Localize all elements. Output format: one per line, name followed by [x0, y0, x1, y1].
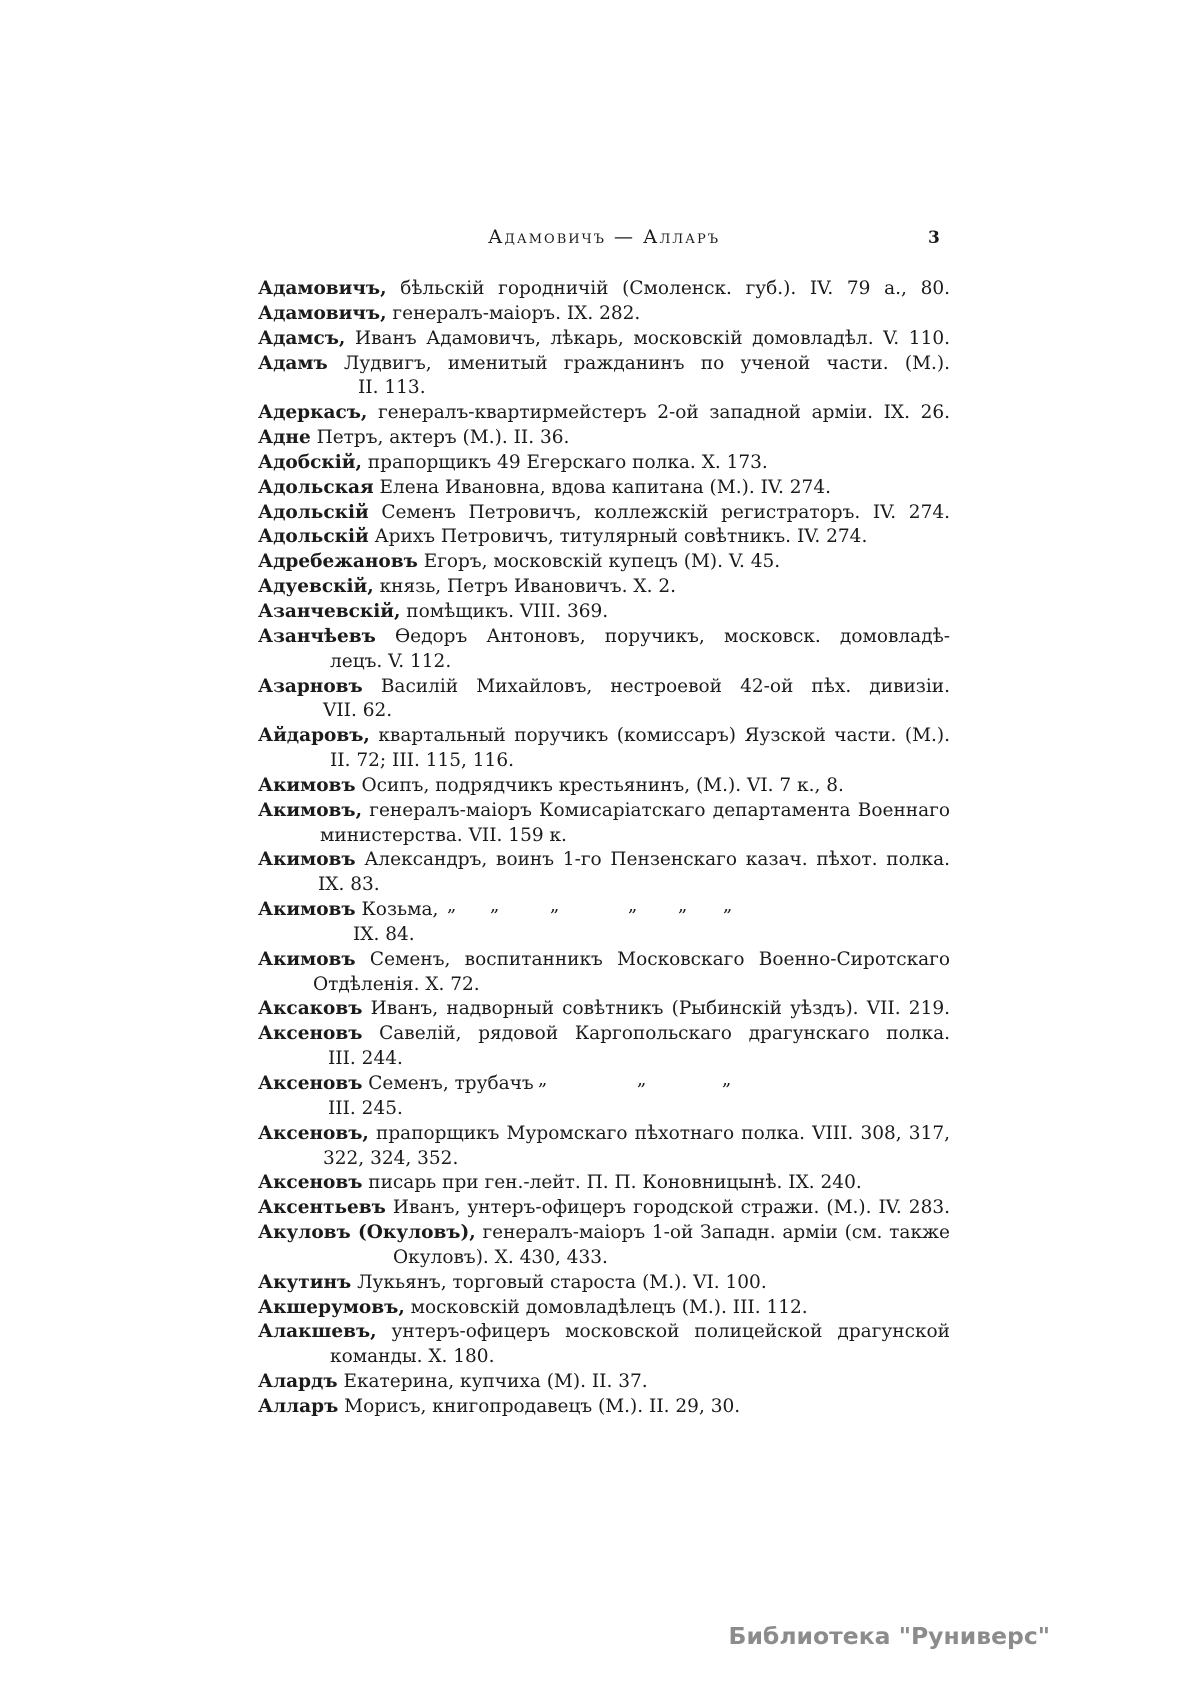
- entry-text: министерства. VII. 159 к.: [320, 824, 567, 846]
- index-entry-line: [258, 824, 950, 849]
- index-entry-line: [258, 650, 950, 675]
- ditto-mark: „: [538, 1069, 548, 1090]
- index-entry-line: [258, 799, 950, 824]
- entry-headword: Азанчѣевъ: [258, 625, 376, 647]
- entry-text: Елена Ивановна, вдова капитана (М.). IV. 274.: [373, 476, 831, 498]
- entry-headword: Алларъ: [258, 1395, 339, 1417]
- entry-text: генералъ-маіоръ 1-ой Западн. арміи (см. также: [475, 1222, 950, 1244]
- entry-headword: Адамовичъ,: [258, 302, 387, 324]
- index-entry-line: [258, 895, 950, 923]
- entry-headword: Аксеновъ: [258, 1023, 363, 1045]
- entry-text: писарь при ген.-лейт. П. П. Коновницынѣ. IX. 240.: [362, 1172, 862, 1194]
- entry-text: московскій домовладѣлецъ (М.). III. 112.: [404, 1296, 808, 1318]
- index-entry-line: [258, 401, 950, 426]
- entry-text: Александръ, воинъ 1-го Пензенскаго казач. пѣхот. полка.: [355, 849, 950, 871]
- entry-headword: Аксеновъ,: [258, 1122, 369, 1144]
- entry-text: Осипъ, подрядчикъ крестьянинъ, (М.). VI. 7 к., 8.: [355, 774, 844, 796]
- index-entry-line: [258, 1370, 950, 1395]
- ditto-mark: „: [490, 895, 500, 917]
- entry-text: 322, 324, 352.: [323, 1147, 459, 1169]
- index-entry-line: [258, 1395, 950, 1420]
- entry-headword: Адамъ: [258, 352, 328, 374]
- entry-text: IX. 83.: [318, 874, 380, 896]
- entry-headword: Адеркасъ,: [258, 402, 368, 424]
- entry-text: лецъ. V. 112.: [330, 650, 452, 672]
- entry-headword: Адребежановъ: [258, 551, 418, 573]
- index-entry-line: [258, 1147, 950, 1172]
- entry-text: Лукьянъ, торговый староста (М.). VI. 100.: [351, 1271, 767, 1293]
- ditto-mark: „: [723, 895, 733, 917]
- entry-headword: Акимовъ: [258, 774, 356, 796]
- index-entry-line: [258, 327, 950, 352]
- index-entry-line: [258, 426, 950, 451]
- entry-text: бѣльскій городничій (Смоленск. губ.). IV. 79 а., 80.: [386, 278, 950, 299]
- entry-text: прапорщикъ 49 Егерскаго полка. X. 173.: [361, 451, 768, 473]
- index-entry-line: [258, 302, 950, 327]
- index-entry-line: [258, 873, 950, 898]
- index-entry-line: [258, 724, 950, 749]
- index-entry-line: [258, 1047, 950, 1072]
- index-entry-line: [258, 1345, 950, 1370]
- entry-text: генералъ-маіоръ Комисаріатскаго департамента Военнаго: [362, 799, 950, 821]
- entry-headword: Адольскій: [258, 526, 369, 548]
- index-entry-line: [258, 1171, 950, 1196]
- entry-headword: Айдаровъ,: [258, 725, 370, 747]
- entry-headword: Акимовъ: [258, 849, 356, 871]
- entry-headword: Аксаковъ: [258, 998, 363, 1020]
- entry-text: Семенъ Петровичъ, коллежскій регистраторъ. IV. 274.: [368, 501, 950, 523]
- entry-headword: Акимовъ,: [258, 799, 363, 821]
- index-entry-line: [258, 675, 950, 700]
- entry-text: VII. 62.: [323, 700, 393, 722]
- index-entry-line: [258, 1221, 950, 1246]
- ditto-mark: „: [678, 895, 688, 917]
- entry-text: Петръ, актеръ (М.). II. 36.: [310, 427, 570, 449]
- entry-headword: Акимовъ: [258, 948, 356, 970]
- index-entry-line: [258, 1246, 950, 1271]
- index-entry-line: [258, 451, 950, 476]
- entry-text: квартальный поручикъ (комиссаръ) Яузской части. (М.).: [369, 725, 950, 747]
- index-entry-line: [258, 699, 950, 724]
- ditto-mark: „: [722, 1069, 732, 1090]
- entry-text: Иванъ, надворный совѣтникъ (Рыбинскій уѣздъ). VII. 219.: [362, 998, 950, 1020]
- entry-text: команды. X. 180.: [330, 1346, 495, 1368]
- entry-text: II. 113.: [358, 377, 426, 399]
- entry-headword: Акшерумовъ,: [258, 1296, 405, 1318]
- entry-text: III. 245.: [328, 1097, 403, 1119]
- entry-text: Василій Михайловъ, нестроевой 42-ой пѣх. дивизіи.: [362, 675, 950, 697]
- entry-text: IX. 84.: [353, 923, 415, 945]
- ditto-mark: „: [637, 1069, 647, 1090]
- entry-text: Отдѣленія. X. 72.: [313, 973, 480, 995]
- entry-text: Екатерина, купчиха (М). II. 37.: [337, 1371, 648, 1393]
- entry-headword: Акуловъ (Окуловъ),: [258, 1222, 476, 1244]
- index-entry-line: [258, 277, 950, 302]
- entry-headword: Адамовичъ,: [258, 278, 387, 299]
- entry-text: генералъ-маіоръ. IX. 282.: [386, 302, 641, 324]
- index-entry-line: [258, 749, 950, 774]
- entry-text: Иванъ Адамовичъ, лѣкарь, московскій домовладѣл. V. 110.: [345, 327, 950, 349]
- entry-text: II. 72; III. 115, 116.: [330, 750, 514, 772]
- entry-text: князь, Петръ Ивановичъ. X. 2.: [373, 576, 677, 598]
- entry-headword: Адамсъ,: [258, 327, 346, 349]
- index-entry-line: [258, 1122, 950, 1147]
- entry-headword: Адольская: [258, 476, 374, 498]
- index-entry-line: [258, 1271, 950, 1296]
- ditto-mark: „: [447, 895, 457, 917]
- entry-headword: Алакшевъ,: [258, 1321, 377, 1343]
- entry-headword: Адольскій: [258, 501, 369, 523]
- entry-text: Окуловъ). X. 430, 433.: [393, 1246, 608, 1268]
- entry-headword: Акутинъ: [258, 1271, 352, 1293]
- entry-text: Савелій, рядовой Каргопольскаго драгунскаго полка.: [362, 1023, 950, 1045]
- entry-headword: Аксеновъ: [258, 1073, 363, 1094]
- index-entries: [258, 277, 950, 1420]
- entry-text: помѣщикъ. VIII. 369.: [400, 600, 609, 622]
- entry-headword: Акимовъ: [258, 899, 356, 921]
- index-entry-line: [258, 352, 950, 377]
- index-entry-line: [258, 625, 950, 650]
- entry-headword: Адне: [258, 427, 311, 449]
- entry-headword: Алардъ: [258, 1371, 338, 1393]
- page-number: 3: [928, 228, 940, 248]
- entry-headword: Адобскій,: [258, 451, 362, 473]
- entry-text: Арихъ Петровичъ, титулярный совѣтникъ. IV. 274.: [368, 526, 868, 548]
- entry-text: Лудвигъ, именитый гражданинъ по ученой части. (М.).: [327, 352, 950, 374]
- index-entry-line: [258, 848, 950, 873]
- index-entry-line: [258, 575, 950, 600]
- index-entry-line: [258, 550, 950, 575]
- entry-text: прапорщикъ Муромскаго пѣхотнаго полка. VIII. 308, 317,: [368, 1122, 950, 1144]
- entry-text: Семенъ, воспитанникъ Московскаго Военно-Сиротскаго: [355, 948, 950, 970]
- index-entry-line: [258, 1069, 950, 1097]
- entry-text: унтеръ-офицеръ московской полицейской драгунской: [376, 1321, 950, 1343]
- index-entry-line: [258, 1022, 950, 1047]
- entry-headword: Аксентьевъ: [258, 1197, 386, 1219]
- index-entry-line: [258, 1296, 950, 1321]
- index-entry-line: [258, 774, 950, 799]
- index-entry-line: [258, 376, 950, 401]
- entry-text: Егоръ, московскій купецъ (М). V. 45.: [417, 551, 781, 573]
- entry-headword: Адуевскій,: [258, 576, 374, 598]
- entry-text: Семенъ, трубачъ: [362, 1073, 534, 1094]
- index-entry-line: [258, 1320, 950, 1345]
- index-entry-line: [258, 600, 950, 625]
- entry-text: Иванъ, унтеръ-офицеръ городской стражи. (М.). IV. 283.: [385, 1197, 950, 1219]
- index-entry-line: [258, 476, 950, 501]
- entry-text: III. 244.: [328, 1048, 403, 1070]
- running-header: Адамовичъ — Алларъ: [487, 226, 721, 248]
- entry-text: Ѳедоръ Антоновъ, поручикъ, московск. домовладѣ-: [375, 625, 950, 647]
- library-watermark: Библиотека "Руниверс": [728, 1622, 1050, 1650]
- entry-text: Морисъ, книгопродавецъ (М.). II. 29, 30.: [338, 1395, 741, 1417]
- entry-text: генералъ-квартирмейстеръ 2-ой западной арміи. IX. 26.: [367, 402, 950, 424]
- index-entry-line: [258, 923, 950, 948]
- entry-headword: Азарновъ: [258, 675, 363, 697]
- entry-text: Козьма,: [355, 899, 439, 921]
- entry-headword: Азанчевскій,: [258, 600, 401, 622]
- index-entry-line: [258, 948, 950, 973]
- index-entry-line: [258, 501, 950, 526]
- index-entry-line: [258, 525, 950, 550]
- index-entry-line: [258, 997, 950, 1022]
- ditto-mark: „: [550, 895, 560, 917]
- index-entry-line: [258, 1097, 950, 1122]
- ditto-mark: „: [628, 895, 638, 917]
- index-entry-line: [258, 973, 950, 998]
- entry-headword: Аксеновъ: [258, 1172, 363, 1194]
- index-entry-line: [258, 1196, 950, 1221]
